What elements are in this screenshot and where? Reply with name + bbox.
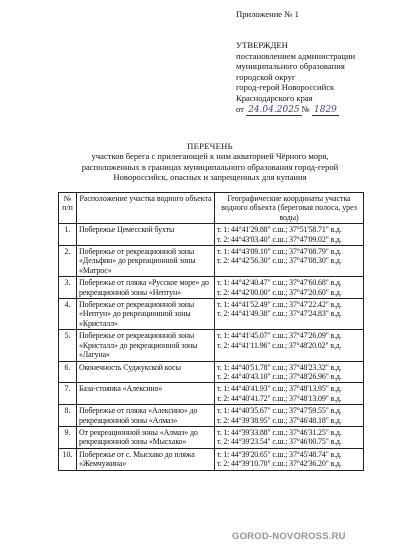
coordinate-point: т. 2: 44°43'03.40" с.ш.; 37°47'09.02" в.д. (217, 234, 342, 244)
row-coordinates (215, 383, 364, 405)
approval-block (236, 40, 355, 115)
row-number: 6. (59, 361, 77, 383)
number-sign: № (301, 103, 310, 114)
approval-line: муниципального образования (236, 61, 345, 72)
row-coordinates (215, 405, 364, 427)
beach-sections-table (58, 192, 364, 471)
coordinate-point: т. 1: 44°39'20.65" с.ш.; 37°45'48.74" в.д. (217, 449, 342, 459)
row-number: 9. (59, 426, 77, 448)
row-coordinates (215, 224, 364, 246)
date-prefix: от (236, 103, 244, 114)
row-number: 8. (59, 405, 77, 427)
row-number: 2. (59, 246, 77, 277)
row-number: 4. (59, 299, 77, 330)
coordinate-point: т. 1: 44°40'41.93" с.ш.; 37°48'13.95" в.д. (217, 384, 342, 394)
row-coordinates (215, 277, 364, 299)
row-location: Побережье от пляжа «Русское море» до рекреационной зоны «Нептун» (77, 277, 215, 299)
row-number: 10. (59, 448, 77, 470)
coordinate-point: т. 2: 44°39'23.54" с.ш.; 37°46'00.75" в.д. (217, 437, 342, 447)
coordinate-point: т. 2: 44°42'00.00" с.ш.; 37°47'20.60" в.д. (217, 287, 342, 297)
title-subtitle-line: Новороссийск, опасных и запрещенных для купания (113, 172, 307, 183)
table-row (59, 448, 364, 470)
table-header-row (59, 193, 364, 224)
row-location: Побережье от рекреационной зоны «Дельфин» до рекреационной зоны «Матрос» (77, 246, 215, 277)
coordinate-point: т. 1: 44°40'35.67" с.ш.; 37°47'59.55" в.д. (217, 406, 342, 416)
row-location: Побережье от пляжа «Алексино» до рекреационной зоны «Алмаз» (77, 405, 215, 427)
table-row (59, 277, 364, 299)
row-coordinates (215, 299, 364, 330)
coordinate-point: т. 2: 44°41'11.96" с.ш.; 37°48'20.02" в.д. (217, 340, 342, 350)
row-location: От рекреационной зоны «Алмаз» до рекреационной зоны «Мысхако» (77, 426, 215, 448)
row-number: 5. (59, 330, 77, 361)
row-location: Побережье Цемесской бухты (77, 224, 215, 246)
coordinate-point: т. 1: 44°41'45.07" с.ш.; 37°47'26.09" в.д. (217, 331, 342, 341)
table-row (59, 246, 364, 277)
handwritten-number: 1829 (314, 104, 337, 115)
row-coordinates (215, 246, 364, 277)
approval-heading: УТВЕРЖДЕН (236, 40, 288, 50)
row-number: 3. (59, 277, 77, 299)
row-number: 7. (59, 383, 77, 405)
coordinate-point: т. 2: 44°42'56.30" с.ш.; 37°47'08.30" в.д. (217, 256, 342, 266)
handwritten-date: 24.04.2025 (248, 104, 300, 115)
coordinate-point: т. 2: 44°40'41.72" с.ш.; 37°48'13.09" в.д. (217, 393, 342, 403)
coordinate-point: т. 1: 44°40'51.78" с.ш.; 37°48'23.32" в.д. (217, 362, 342, 372)
title-subtitle-line: расположенных в границах муниципального образования город-герой (81, 161, 339, 172)
coordinate-point: т. 1: 44°43'09.10" с.ш.; 37°47'08.79" в.д. (217, 247, 342, 257)
coordinate-point: т. 2: 44°41'49.38" с.ш.; 37°47'24.83" в.д. (217, 309, 342, 319)
coordinate-point: т. 1: 44°39'33.88" с.ш.; 37°46'31.25" в.д. (217, 427, 342, 437)
row-number: 1. (59, 224, 77, 246)
table-row (59, 224, 364, 246)
approval-line: городской округ (236, 71, 296, 82)
row-coordinates (215, 426, 364, 448)
header-num: № п/п (59, 193, 77, 224)
site-watermark: GOROD-NOVOROSS.RU (232, 531, 346, 542)
coordinate-point: т. 1: 44°41'29.88" с.ш.; 37°51'58.71" в.д. (217, 225, 342, 235)
table-row (59, 361, 364, 383)
approval-line: город-герой Новороссийск (236, 82, 335, 93)
row-location: База-стоянка «Алексино» (77, 383, 215, 405)
row-coordinates (215, 448, 364, 470)
approval-date-line (236, 104, 355, 116)
approval-line: постановлением администрации (236, 50, 356, 61)
row-location: Побережье от с. Мысхако до пляжа «Жемчужина» (77, 448, 215, 470)
title-subtitle-line: участков берега с прилегающей к ним акваторией Чёрного моря, (91, 151, 329, 162)
document-title (60, 141, 360, 183)
coordinate-point: т. 2: 44°40'43.10" с.ш.; 37°48'26.96" в.д. (217, 371, 342, 381)
approval-line: Краснодарского края (236, 92, 313, 103)
header-coords: Географические координаты участка водного объекта (береговая полоса, урез воды) (215, 193, 364, 224)
table-row (59, 299, 364, 330)
table-body (59, 224, 364, 470)
coordinate-point: т. 2: 44°39'10.70" с.ш.; 37°42'36.20" в.д. (217, 459, 342, 469)
table-row (59, 330, 364, 361)
coordinate-point: т. 2: 44°39'38.95" с.ш.; 37°46'48.18" в.д. (217, 415, 342, 425)
row-coordinates (215, 330, 364, 361)
table-row (59, 383, 364, 405)
row-location: Побережье от рекреационной зоны «Нептун» до рекреационной зоны «Кристалл» (77, 299, 215, 330)
table-row (59, 405, 364, 427)
table-row (59, 426, 364, 448)
header-location: Расположение участка водного объекта (77, 193, 215, 224)
row-location: Побережье от рекреационной зоны «Кристалл» до рекреационной зоны «Лагуна» (77, 330, 215, 361)
row-location: Оконечность Суджукской косы (77, 361, 215, 383)
row-coordinates (215, 361, 364, 383)
coordinate-point: т. 1: 44°41'52.49" с.ш.; 37°47'22.42" в.д. (217, 300, 342, 310)
title-heading: ПЕРЕЧЕНЬ (187, 141, 233, 151)
coordinate-point: т. 1: 44°42'40.47" с.ш.; 37°47'60.68" в.д. (217, 278, 342, 288)
appendix-label: Приложение № 1 (236, 9, 299, 19)
